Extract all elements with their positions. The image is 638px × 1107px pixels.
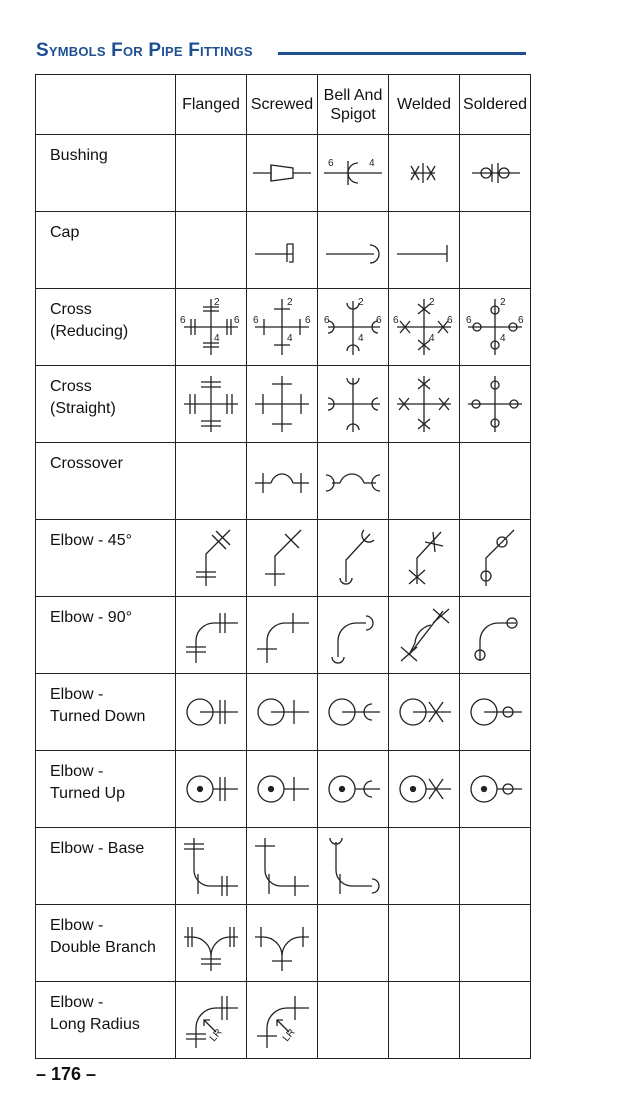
elbow-45-soldered-icon [462, 526, 528, 590]
cell-elbow-45-screwed [247, 520, 318, 597]
elbow-90-screwed-icon [249, 603, 315, 667]
row-label-text: (Reducing) [50, 323, 129, 340]
dim-label: 6 [234, 315, 240, 326]
row-label-cross-reducing [36, 289, 176, 366]
dim-label: 4 [429, 333, 435, 344]
dim-label: LR [207, 1027, 225, 1044]
row-label-text: Long Radius [50, 1016, 140, 1033]
row-label-text: Elbow - [50, 686, 104, 703]
row-label-crossover [36, 443, 176, 520]
row-label-cap [36, 212, 176, 289]
elbow-90-welded-icon [391, 603, 457, 667]
cell-elbow-turned-down-soldered [460, 674, 531, 751]
row-label-text: Cross [50, 301, 92, 318]
cell-elbow-base-bell [318, 828, 389, 905]
elbow-base-flanged-icon [178, 834, 244, 898]
cell-elbow-90-screwed [247, 597, 318, 674]
cell-elbow-90-soldered [460, 597, 531, 674]
row-label-bushing [36, 135, 176, 212]
elbow-45-screwed-icon [249, 526, 315, 590]
elbow-90-flanged-icon [178, 603, 244, 667]
table-row [36, 751, 531, 828]
cell-bushing-screwed [247, 135, 318, 212]
dim-label: 6 [180, 315, 186, 326]
cell-bushing-flanged [176, 135, 247, 212]
elbow-turned-up-bell-icon [320, 757, 386, 821]
cell-elbow-turned-up-soldered [460, 751, 531, 828]
row-label-text: Elbow - 90° [50, 609, 132, 626]
cross-reducing-soldered-icon [462, 295, 528, 359]
table-row [36, 905, 531, 982]
row-label-elbow-long-radius [36, 982, 176, 1059]
dim-label: 6 [305, 315, 311, 326]
cell-elbow-45-welded [389, 520, 460, 597]
row-label-text: Elbow - [50, 994, 104, 1011]
elbow-turned-down-welded-icon [391, 680, 457, 744]
row-label-elbow-45 [36, 520, 176, 597]
row-label-text: Elbow - Base [50, 840, 145, 857]
cell-elbow-turned-down-flanged [176, 674, 247, 751]
elbow-turned-down-flanged-icon [178, 680, 244, 744]
cross-straight-soldered-icon [462, 372, 528, 436]
cell-cross-reducing-soldered [460, 289, 531, 366]
elbow-turned-up-screwed-icon [249, 757, 315, 821]
cell-crossover-screwed [247, 443, 318, 520]
cross-reducing-screwed-icon [249, 295, 315, 359]
dim-label: 6 [466, 315, 472, 326]
cell-elbow-long-radius-bell [318, 982, 389, 1059]
cell-elbow-double-branch-soldered [460, 905, 531, 982]
elbow-double-branch-screwed-icon [249, 911, 315, 975]
elbow-base-bell-icon [320, 834, 386, 898]
dim-label: 6 [393, 315, 399, 326]
dim-label: 4 [500, 333, 506, 344]
cell-cross-straight-screwed [247, 366, 318, 443]
table-row [36, 366, 531, 443]
dim-label: 6 [253, 315, 259, 326]
cell-elbow-base-screwed [247, 828, 318, 905]
table-row [36, 135, 531, 212]
cell-cap-flanged [176, 212, 247, 289]
table-row [36, 982, 531, 1059]
cell-crossover-welded [389, 443, 460, 520]
dim-label: 2 [429, 297, 435, 308]
bushing-screwed-icon [249, 153, 315, 193]
dim-label: 6 [447, 315, 453, 326]
row-label-text: (Straight) [50, 400, 116, 417]
cell-elbow-turned-up-screwed [247, 751, 318, 828]
cell-elbow-long-radius-flanged [176, 982, 247, 1059]
table-header-row [36, 75, 531, 135]
row-label-elbow-turned-down [36, 674, 176, 751]
elbow-45-welded-icon [391, 526, 457, 590]
cross-reducing-welded-icon [391, 295, 457, 359]
elbow-base-screwed-icon [249, 834, 315, 898]
elbow-long-radius-flanged-icon [178, 988, 244, 1052]
elbow-turned-down-soldered-icon [462, 680, 528, 744]
dim-label: 2 [214, 297, 220, 308]
col-header-soldered: Soldered [460, 75, 531, 135]
cell-cap-screwed [247, 212, 318, 289]
cell-cross-reducing-screwed [247, 289, 318, 366]
dim-label: 4 [358, 333, 364, 344]
elbow-turned-up-flanged-icon [178, 757, 244, 821]
cell-elbow-90-welded [389, 597, 460, 674]
page-number: – 176 – [36, 1064, 97, 1084]
cell-elbow-90-flanged [176, 597, 247, 674]
row-label-text: Double Branch [50, 939, 156, 956]
cell-elbow-base-flanged [176, 828, 247, 905]
dim-label: 6 [518, 315, 524, 326]
elbow-double-branch-flanged-icon [178, 911, 244, 975]
table-row [36, 443, 531, 520]
crossover-screwed-icon [249, 461, 315, 501]
elbow-90-soldered-icon [462, 603, 528, 667]
cell-elbow-long-radius-welded [389, 982, 460, 1059]
row-label-text: Elbow - 45° [50, 532, 132, 549]
elbow-long-radius-screwed-icon [249, 988, 315, 1052]
cell-cross-reducing-bell [318, 289, 389, 366]
cross-straight-welded-icon [391, 372, 457, 436]
cross-straight-flanged-icon [178, 372, 244, 436]
dim-label: 4 [287, 333, 293, 344]
dim-label: 6 [324, 315, 330, 326]
cell-elbow-turned-up-welded [389, 751, 460, 828]
cell-crossover-soldered [460, 443, 531, 520]
cell-cross-straight-bell [318, 366, 389, 443]
title-rule [278, 52, 526, 55]
row-label-text: Turned Up [50, 785, 125, 802]
cell-elbow-turned-up-flanged [176, 751, 247, 828]
row-label-text: Elbow - [50, 917, 104, 934]
table-row [36, 520, 531, 597]
bushing-welded-icon [391, 153, 457, 193]
cap-welded-icon [391, 230, 457, 270]
cap-bell-icon [320, 230, 386, 270]
cell-elbow-double-branch-flanged [176, 905, 247, 982]
dim-label: 2 [358, 297, 364, 308]
cell-elbow-base-soldered [460, 828, 531, 905]
cell-elbow-turned-up-bell [318, 751, 389, 828]
cell-elbow-double-branch-bell [318, 905, 389, 982]
cell-crossover-flanged [176, 443, 247, 520]
row-label-cross-straight [36, 366, 176, 443]
dim-label: 2 [287, 297, 293, 308]
dim-label: 2 [500, 297, 506, 308]
cell-cross-straight-welded [389, 366, 460, 443]
row-label-text: Turned Down [50, 708, 146, 725]
row-label-text: Bushing [50, 147, 108, 164]
cross-reducing-flanged-icon [178, 295, 244, 359]
elbow-45-bell-icon [320, 526, 386, 590]
cell-bushing-welded [389, 135, 460, 212]
row-label-text: Cross [50, 378, 92, 395]
cell-elbow-long-radius-screwed [247, 982, 318, 1059]
cell-cap-welded [389, 212, 460, 289]
corner-cell [36, 75, 176, 135]
dim-label: LR [280, 1027, 298, 1044]
elbow-turned-up-welded-icon [391, 757, 457, 821]
elbow-45-flanged-icon [178, 526, 244, 590]
cell-elbow-long-radius-soldered [460, 982, 531, 1059]
bushing-soldered-icon [462, 153, 528, 193]
table-row [36, 674, 531, 751]
cell-elbow-45-flanged [176, 520, 247, 597]
cell-elbow-base-welded [389, 828, 460, 905]
cell-cross-reducing-flanged [176, 289, 247, 366]
cell-elbow-45-bell [318, 520, 389, 597]
page-title: Symbols For Pipe Fittings [36, 40, 253, 61]
table-row [36, 597, 531, 674]
cell-cap-soldered [460, 212, 531, 289]
cell-cap-bell [318, 212, 389, 289]
dim-label: 6 [376, 315, 382, 326]
row-label-text: Cap [50, 224, 80, 241]
cell-elbow-double-branch-welded [389, 905, 460, 982]
header [36, 40, 526, 70]
cell-bushing-bell [318, 135, 389, 212]
dim-label: 6 [328, 158, 334, 169]
cell-cross-straight-flanged [176, 366, 247, 443]
crossover-bell-icon [320, 461, 386, 501]
dim-label: 4 [214, 333, 220, 344]
row-label-elbow-double-branch [36, 905, 176, 982]
table-row [36, 828, 531, 905]
cell-cross-reducing-welded [389, 289, 460, 366]
row-label-elbow-base [36, 828, 176, 905]
cross-reducing-bell-icon [320, 295, 386, 359]
cell-elbow-turned-down-screwed [247, 674, 318, 751]
cell-elbow-turned-down-welded [389, 674, 460, 751]
col-header-flanged: Flanged [176, 75, 247, 135]
cell-elbow-90-bell [318, 597, 389, 674]
symbols-table [35, 74, 531, 1059]
elbow-turned-up-soldered-icon [462, 757, 528, 821]
elbow-turned-down-bell-icon [320, 680, 386, 744]
cap-screwed-icon [249, 230, 315, 270]
cell-crossover-bell [318, 443, 389, 520]
cell-elbow-double-branch-screwed [247, 905, 318, 982]
col-header-welded: Welded [389, 75, 460, 135]
col-header-bell-and-spigot: Bell And Spigot [318, 75, 389, 135]
dim-label: 4 [369, 158, 375, 169]
row-label-text: Elbow - [50, 763, 104, 780]
cross-straight-screwed-icon [249, 372, 315, 436]
row-label-elbow-turned-up [36, 751, 176, 828]
cell-cross-straight-soldered [460, 366, 531, 443]
cross-straight-bell-icon [320, 372, 386, 436]
col-header-screwed: Screwed [247, 75, 318, 135]
table-row [36, 212, 531, 289]
cell-elbow-45-soldered [460, 520, 531, 597]
bushing-bell-icon [320, 153, 386, 193]
elbow-turned-down-screwed-icon [249, 680, 315, 744]
cell-elbow-turned-down-bell [318, 674, 389, 751]
row-label-text: Crossover [50, 455, 123, 472]
cell-bushing-soldered [460, 135, 531, 212]
table-row [36, 289, 531, 366]
row-label-elbow-90 [36, 597, 176, 674]
elbow-90-bell-icon [320, 603, 386, 667]
